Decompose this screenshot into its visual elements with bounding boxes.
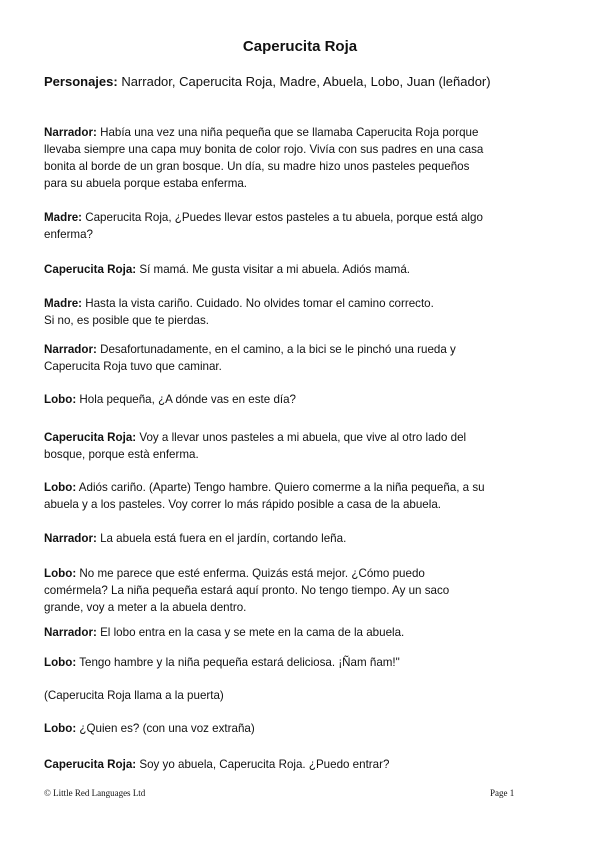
speaker-label: Lobo:	[44, 656, 77, 669]
footer-page-number: Page 1	[490, 788, 515, 798]
cast-text: Narrador, Caperucita Roja, Madre, Abuela, Lobo, Juan (leñador)	[117, 74, 491, 89]
paragraph	[44, 720, 564, 737]
paragraph	[44, 261, 564, 278]
dialogue-text: ¿Quien es? (con una voz extraña)	[76, 722, 255, 735]
dialogue-text: Soy yo abuela, Caperucita Roja. ¿Puedo entrar?	[136, 758, 390, 771]
dialogue-text: El lobo entra en la casa y se mete en la cama de la abuela.	[96, 626, 405, 639]
paragraph	[44, 391, 564, 408]
paragraph	[44, 654, 564, 671]
dialogue-text: Adiós cariño. (Aparte) Tengo hambre. Quiero comerme a la niña pequeña, a su abuela y a los pasteles. Voy correr lo más rápido posible a casa de la abuela.	[44, 481, 485, 511]
stage-direction	[44, 687, 564, 704]
dialogue-text: Voy a llevar unos pasteles a mi abuela, que vive al otro lado del bosque, porque està enferma.	[44, 431, 467, 461]
dialogue-text: Hola pequeña, ¿A dónde vas en este día?	[76, 393, 297, 406]
footer-copyright: © Little Red Languages Ltd	[44, 788, 146, 798]
dialogue-text: Sí mamá. Me gusta visitar a mi abuela. Adiós mamá.	[136, 263, 410, 276]
paragraph	[44, 565, 564, 616]
speaker-label: Lobo:	[44, 481, 77, 494]
dialogue-text: Había una vez una niña pequeña que se llamaba Caperucita Roja porque llevaba siempre una capa muy bonita de color rojo. Vivía con sus padres en una casa bonita al borde de un gran bosque. Un día, su madre hizo unos pasteles pequeños para su abuela porque estaba enferma.	[44, 126, 484, 190]
dialogue-text: (Caperucita Roja llama a la puerta)	[44, 689, 224, 702]
dialogue-text: Hasta la vista cariño. Cuidado. No olvides tomar el camino correcto. Si no, es posible que te pierdas.	[44, 297, 434, 327]
speaker-label: Madre:	[44, 211, 83, 224]
document-title: Caperucita Roja	[242, 38, 358, 55]
paragraph	[44, 756, 564, 773]
paragraph	[44, 295, 564, 329]
speaker-label: Caperucita Roja:	[44, 263, 137, 276]
dialogue-text: Desafortunadamente, en el camino, a la bici se le pinchó una rueda y Caperucita Roja tuvo que caminar.	[44, 343, 456, 373]
paragraph	[44, 209, 564, 243]
dialogue-text: Tengo hambre y la niña pequeña estará deliciosa. ¡Ñam ñam!"	[76, 656, 400, 669]
speaker-label: Narrador:	[44, 126, 97, 139]
speaker-label: Narrador:	[44, 532, 97, 545]
paragraph	[44, 429, 564, 463]
paragraph	[44, 479, 564, 513]
dialogue-text: No me parece que esté enferma. Quizás está mejor. ¿Cómo puedo comérmela? La niña pequeña estará aquí pronto. No tengo tiempo. Ay un saco grande, voy a meter a la abuela dentro.	[44, 567, 450, 614]
speaker-label: Caperucita Roja:	[44, 758, 137, 771]
cast-label: Personajes:	[44, 74, 118, 89]
paragraph	[44, 124, 564, 192]
dialogue-text: La abuela está fuera en el jardín, cortando leña.	[96, 532, 347, 545]
paragraph	[44, 341, 564, 375]
speaker-label: Madre:	[44, 297, 83, 310]
cast-list	[44, 74, 564, 90]
speaker-label: Narrador:	[44, 626, 97, 639]
speaker-label: Caperucita Roja:	[44, 431, 137, 444]
speaker-label: Lobo:	[44, 567, 77, 580]
dialogue-text: Caperucita Roja, ¿Puedes llevar estos pasteles a tu abuela, porque está algo enferma?	[44, 211, 483, 241]
speaker-label: Narrador:	[44, 343, 97, 356]
speaker-label: Lobo:	[44, 722, 77, 735]
paragraph	[44, 530, 564, 547]
speaker-label: Lobo:	[44, 393, 77, 406]
paragraph	[44, 624, 564, 641]
